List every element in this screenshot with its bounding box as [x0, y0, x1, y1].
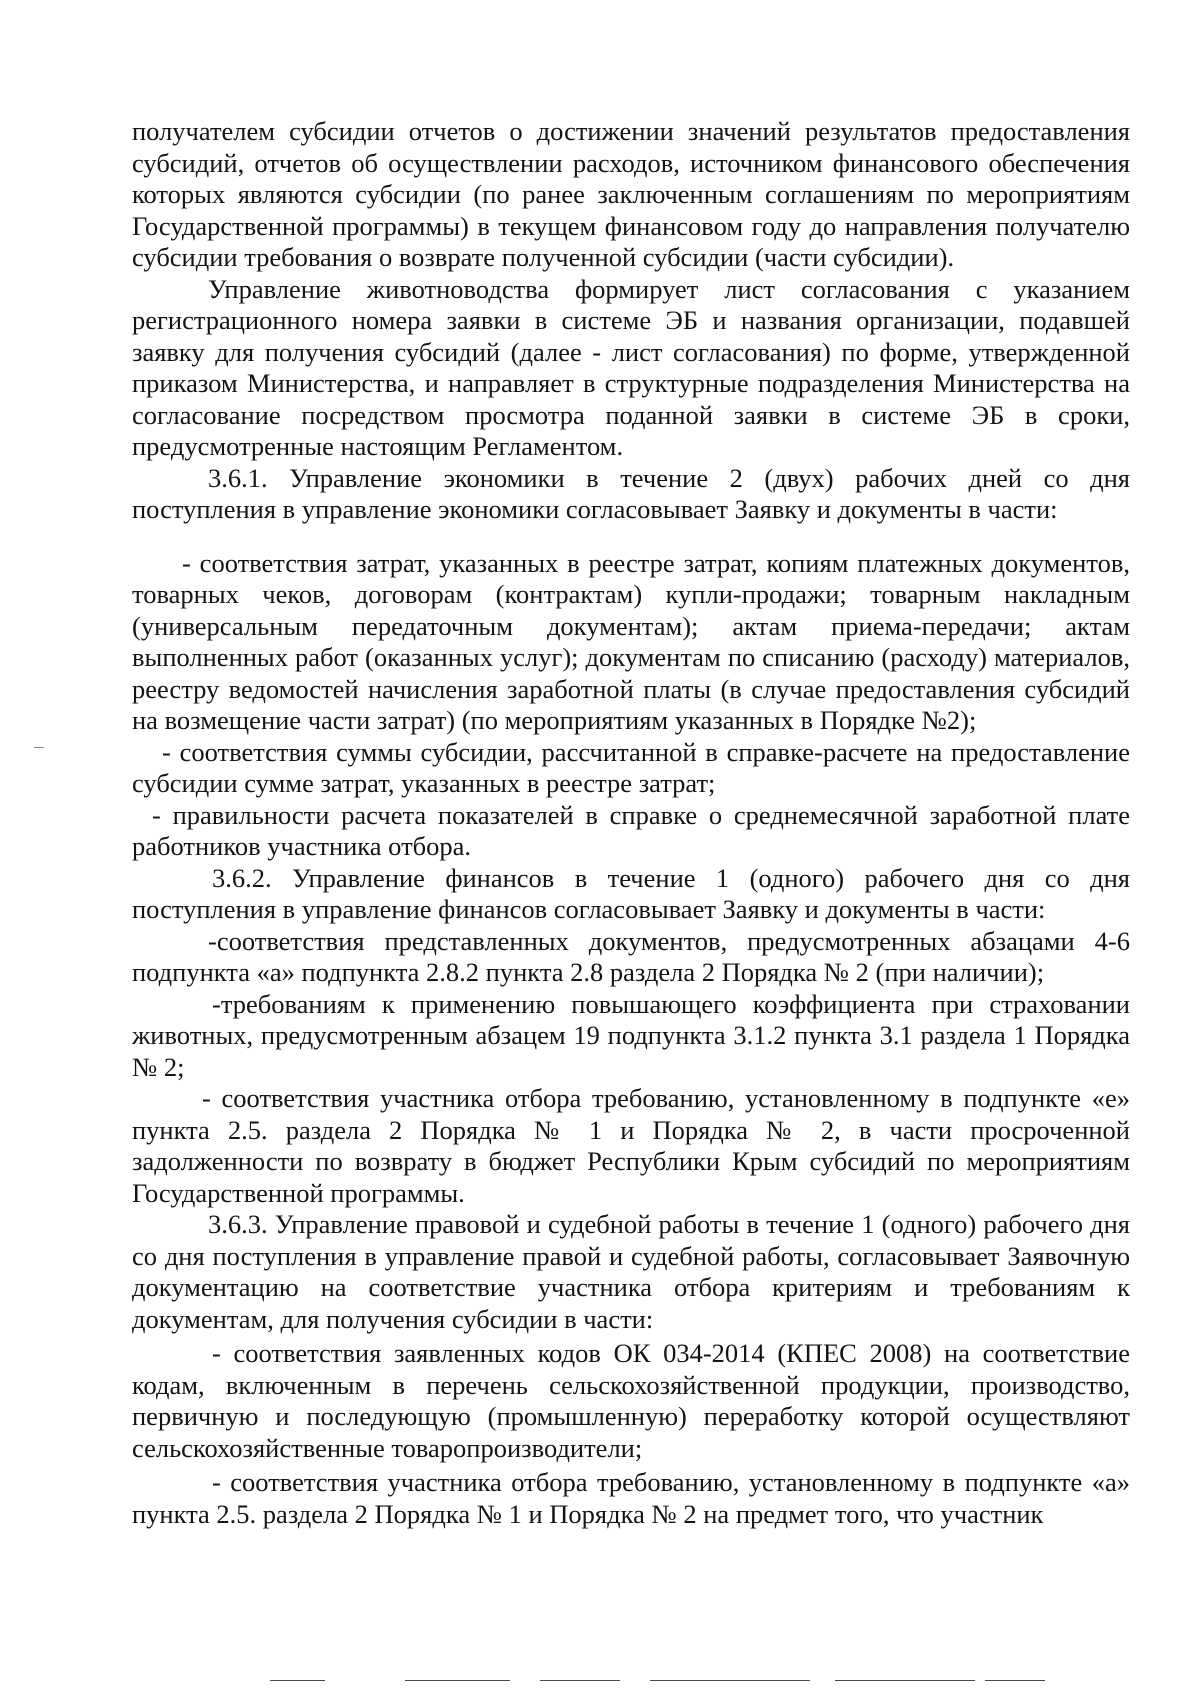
- list-item-participant-requirement: - соответствия участника отбора требованию, установленному в подпункте «а» пункта 2.5. раздела 2 Порядка № 1 и Порядка № 2 на предмет того, что участник: [132, 1467, 1130, 1529]
- list-item-codes-correspondence: - соответствия заявленных кодов ОК 034-2014 (КПЕС 2008) на соответствие кодам, включенным в перечень сельскохозяйственной продукции, производство, первичную и последующую (промышленную) переработку которой осуществляют сельскохозяйственные товаропроизводители;: [132, 1338, 1130, 1463]
- list-item-coefficient-requirements: -требованиям к применению повышающего коэффициента при страховании животных, предусмотренным абзацем 19 подпункта 3.1.2 пункта 3.1 раздела 1 Порядка № 2;: [132, 988, 1130, 1082]
- paragraph-3-6-2: 3.6.2. Управление финансов в течение 1 (одного) рабочего дня со дня поступления в управление финансов согласовывает Заявку и документы в части:: [132, 862, 1130, 924]
- paragraph-continuation: получателем субсидии отчетов о достижении значений результатов предоставления субсидий, отчетов об осуществлении расходов, источником финансового обеспечения которых являются субсидии (по ранее заключенным соглашениям по мероприятиям Государственной программы) в текущем финансовом году до направления получателю субсидии требования о возврате полученной субсидии (части субсидии).: [132, 116, 1130, 272]
- paragraph-3-6-1: 3.6.1. Управление экономики в течение 2 (двух) рабочих дней со дня поступления в управление экономики согласовывает Заявку и документы в части:: [132, 462, 1130, 524]
- list-item-documents-correspondence: -соответствия представленных документов, предусмотренных абзацами 4-6 подпункта «а» подпункта 2.8.2 пункта 2.8 раздела 2 Порядка № 2 (при наличии);: [132, 925, 1130, 987]
- scan-line: [835, 1680, 975, 1681]
- scan-bottom-lines: [0, 1680, 1200, 1684]
- document-page: [132, 116, 1130, 1530]
- list-item-debt-requirement: - соответствия участника отбора требованию, установленному в подпункте «е» пункта 2.5. раздела 2 Порядка № 1 и Порядка № 2, в части просроченной задолженности по возврату в бюджет Республики Крым субсидий по мероприятиям Государственной программы.: [132, 1083, 1130, 1208]
- list-item-salary-calculation: - правильности расчета показателей в справке о среднемесячной заработной плате работников участника отбора.: [132, 799, 1130, 861]
- scan-line: [270, 1680, 325, 1681]
- list-item-cost-correspondence: - соответствия затрат, указанных в реестре затрат, копиям платежных документов, товарных чеков, договорам (контрактам) купли-продажи; товарным накладным (универсальным передаточным документам); актам приема-передачи; актам выполненных работ (оказанных услуг); документам по списанию (расходу) материалов, реестру ведомостей начисления заработной платы (в случае предоставления субсидий на возмещение части затрат) (по мероприятиям указанных в Порядке №2);: [132, 547, 1130, 735]
- paragraph-livestock-department: Управление животноводства формирует лист согласования с указанием регистрационного номера заявки в системе ЭБ и названия организации, подавшей заявку для получения субсидий (далее - лист согласования) по форме, утвержденной приказом Министерства, и направляет в структурные подразделения Министерства на согласование посредством просмотра поданной заявки в системе ЭБ в сроки, предусмотренные настоящим Регламентом.: [132, 273, 1130, 461]
- paragraph-3-6-3: 3.6.3. Управление правовой и судебной работы в течение 1 (одного) рабочего дня со дня поступления в управление правой и судебной работы, согласовывает Заявочную документацию на соответствие участника отбора критериям и требованиям к документам, для получения субсидии в части:: [132, 1209, 1130, 1334]
- scan-line: [985, 1680, 1045, 1681]
- scan-line: [540, 1680, 620, 1681]
- scan-line: [650, 1680, 810, 1681]
- scan-margin-mark: [34, 747, 44, 748]
- list-item-subsidy-amount: - соответствия суммы субсидии, рассчитанной в справке-расчете на предоставление субсидии сумме затрат, указанных в реестре затрат;: [132, 736, 1130, 798]
- scan-line: [405, 1680, 510, 1681]
